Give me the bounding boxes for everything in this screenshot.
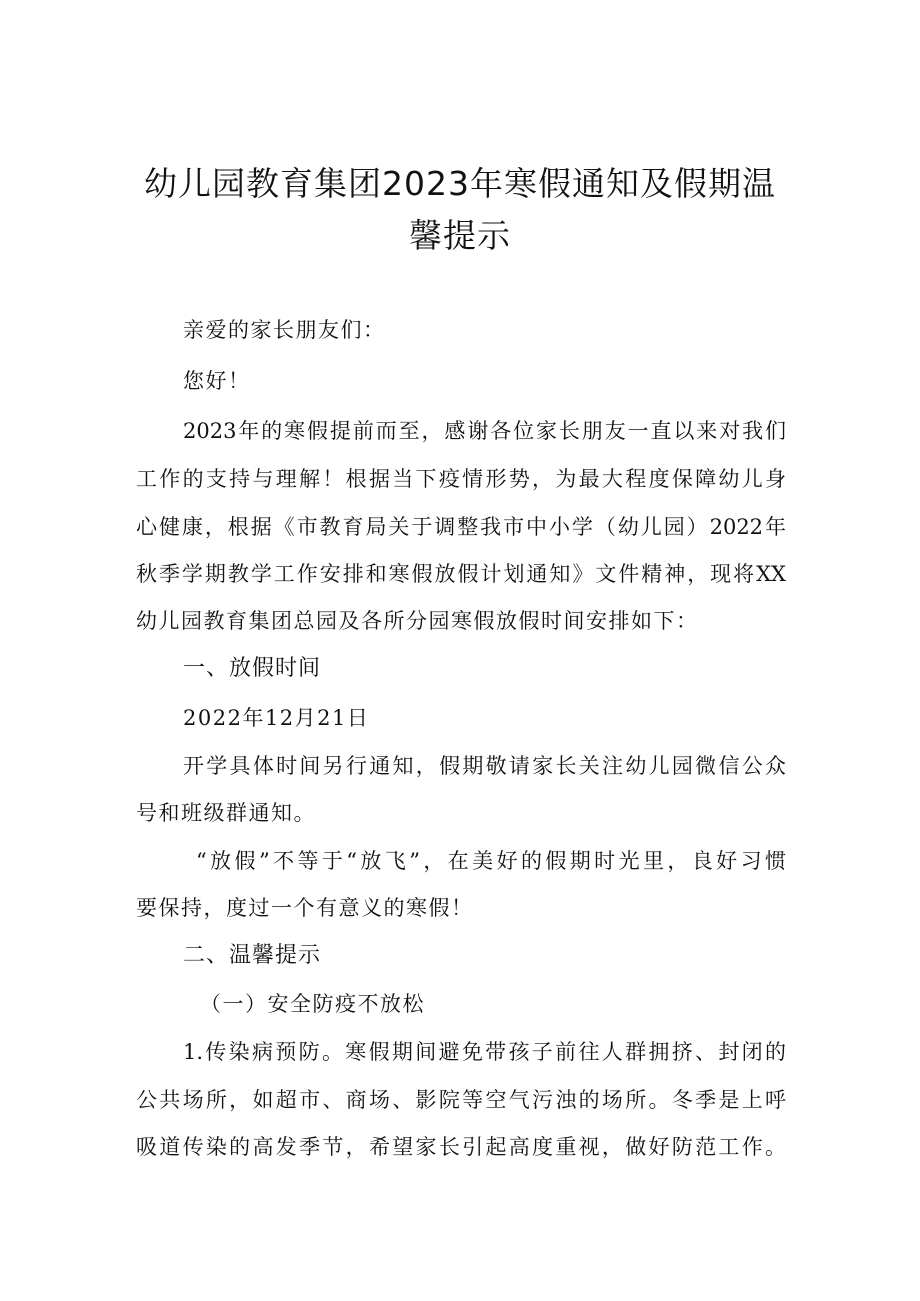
document-title-line-2: 馨提示: [409, 216, 511, 255]
salutation: 亲爱的家长朋友们：: [183, 318, 386, 342]
intro-line-3: 心健康，根据《市教育局关于调整我市中小学（幼儿园）2022年: [136, 515, 786, 539]
reminder-line-1: “放假”不等于“放飞”，在美好的假期时光里，良好习惯: [196, 849, 786, 873]
section-2-heading: 二、温馨提示: [183, 943, 322, 968]
section-1-heading: 一、放假时间: [183, 656, 322, 681]
intro-line-4: 秋季学期教学工作安排和寒假放假计划通知》文件精神，现将XX: [136, 562, 786, 586]
item-1-line-2: 公共场所，如超市、商场、影院等空气污浊的场所。冬季是上呼: [136, 1088, 786, 1112]
intro-line-1: 2023年的寒假提前而至，感谢各位家长朋友一直以来对我们: [183, 419, 786, 443]
reminder-line-2: 要保持，度过一个有意义的寒假！: [136, 896, 474, 920]
notice-line-1: 开学具体时间另行通知，假期敬请家长关注幼儿园微信公众: [183, 754, 786, 778]
intro-line-5: 幼儿园教育集团总园及各所分园寒假放假时间安排如下：: [136, 609, 699, 633]
item-1-line-1: 1.传染病预防。寒假期间避免带孩子前往人群拥挤、封闭的: [183, 1040, 786, 1064]
holiday-date: 2022年12月21日: [183, 706, 370, 730]
notice-line-2: 号和班级群通知。: [136, 801, 316, 825]
item-1-line-3: 吸道传染的高发季节，希望家长引起高度重视，做好防范工作。: [136, 1135, 786, 1159]
intro-line-2: 工作的支持与理解！根据当下疫情形势，为最大程度保障幼儿身: [136, 467, 786, 491]
greeting: 您好！: [183, 369, 251, 393]
document-title-line-1: 幼儿园教育集团2023年寒假通知及假期温: [144, 164, 776, 203]
subsection-1-heading: （一）安全防疫不放松: [200, 992, 425, 1016]
